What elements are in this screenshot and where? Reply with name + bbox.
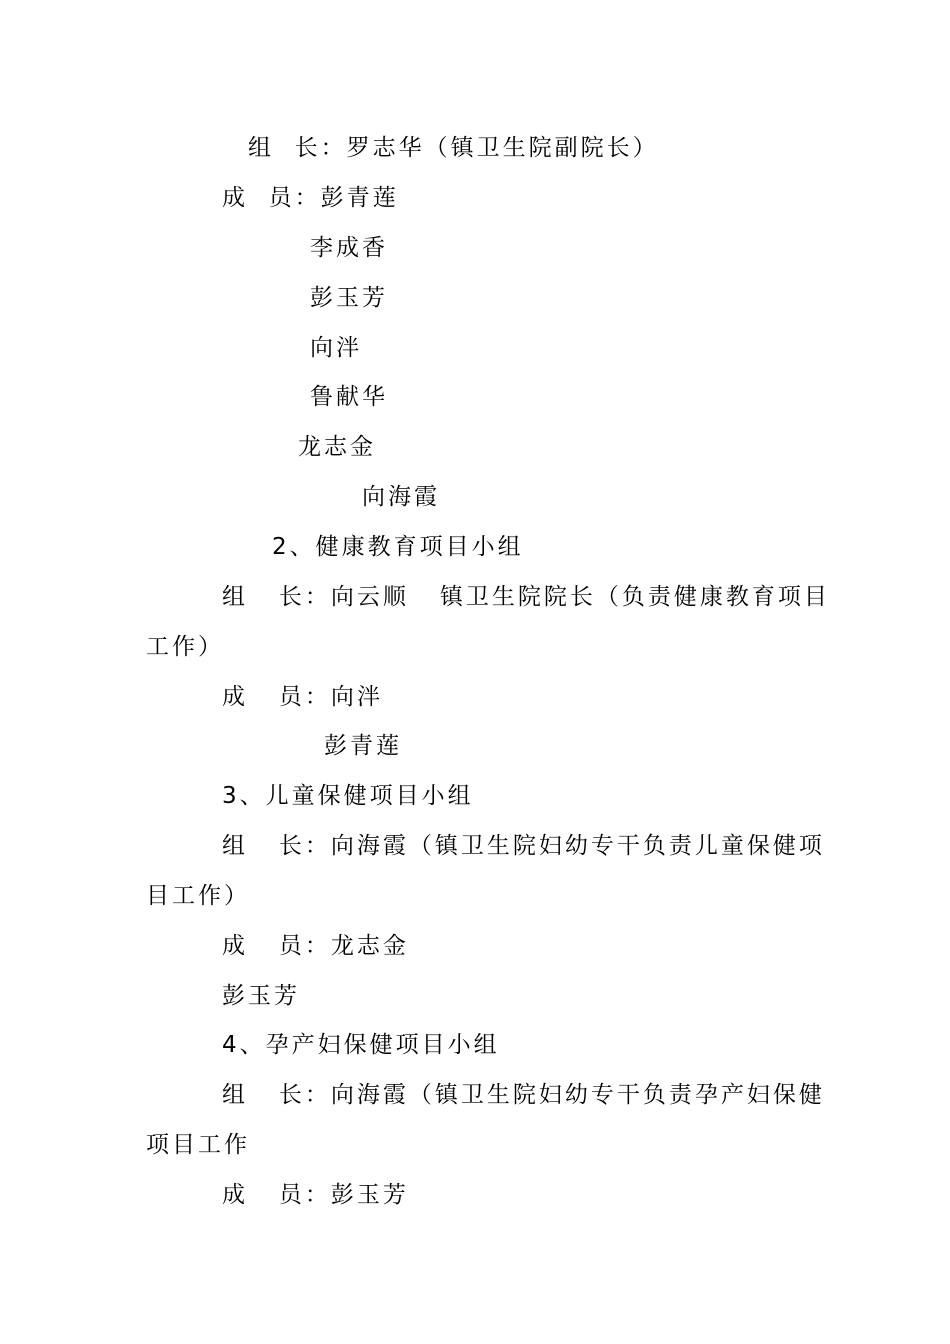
member-line-2: 成 员：向泮 [222, 684, 383, 710]
section-heading-2: 2、健康教育项目小组 [272, 534, 524, 560]
leader-line-3-cont: 目工作） [146, 883, 250, 909]
member-name: 鲁献华 [310, 384, 388, 410]
member-name: 彭玉芳 [222, 983, 300, 1009]
leader-line-4: 组 长：向海霞（镇卫生院妇幼专干负责孕产妇保健 [222, 1082, 825, 1108]
member-name: 向海霞 [362, 484, 440, 510]
leader-line-2-cont: 工作） [146, 634, 224, 660]
leader-line-3: 组 长：向海霞（镇卫生院妇幼专干负责儿童保健项 [222, 833, 825, 859]
member-name: 李成香 [310, 235, 388, 261]
section-heading-4: 4、孕产妇保健项目小组 [222, 1032, 500, 1058]
leader-line-4-cont: 项目工作 [146, 1132, 250, 1158]
section-heading-3: 3、儿童保健项目小组 [222, 783, 474, 809]
member-name: 彭青莲 [324, 733, 402, 759]
member-name: 龙志金 [298, 434, 376, 460]
member-line-3: 成 员：龙志金 [222, 933, 409, 959]
member-line-1: 成 员：彭青莲 [222, 185, 399, 211]
leader-line-1: 组 长：罗志华（镇卫生院副院长） [248, 135, 659, 161]
member-name: 向泮 [310, 335, 362, 361]
member-name: 彭玉芳 [310, 285, 388, 311]
leader-line-2: 组 长：向云顺 镇卫生院院长（负责健康教育项目 [222, 584, 830, 610]
member-line-4: 成 员：彭玉芳 [222, 1182, 409, 1208]
